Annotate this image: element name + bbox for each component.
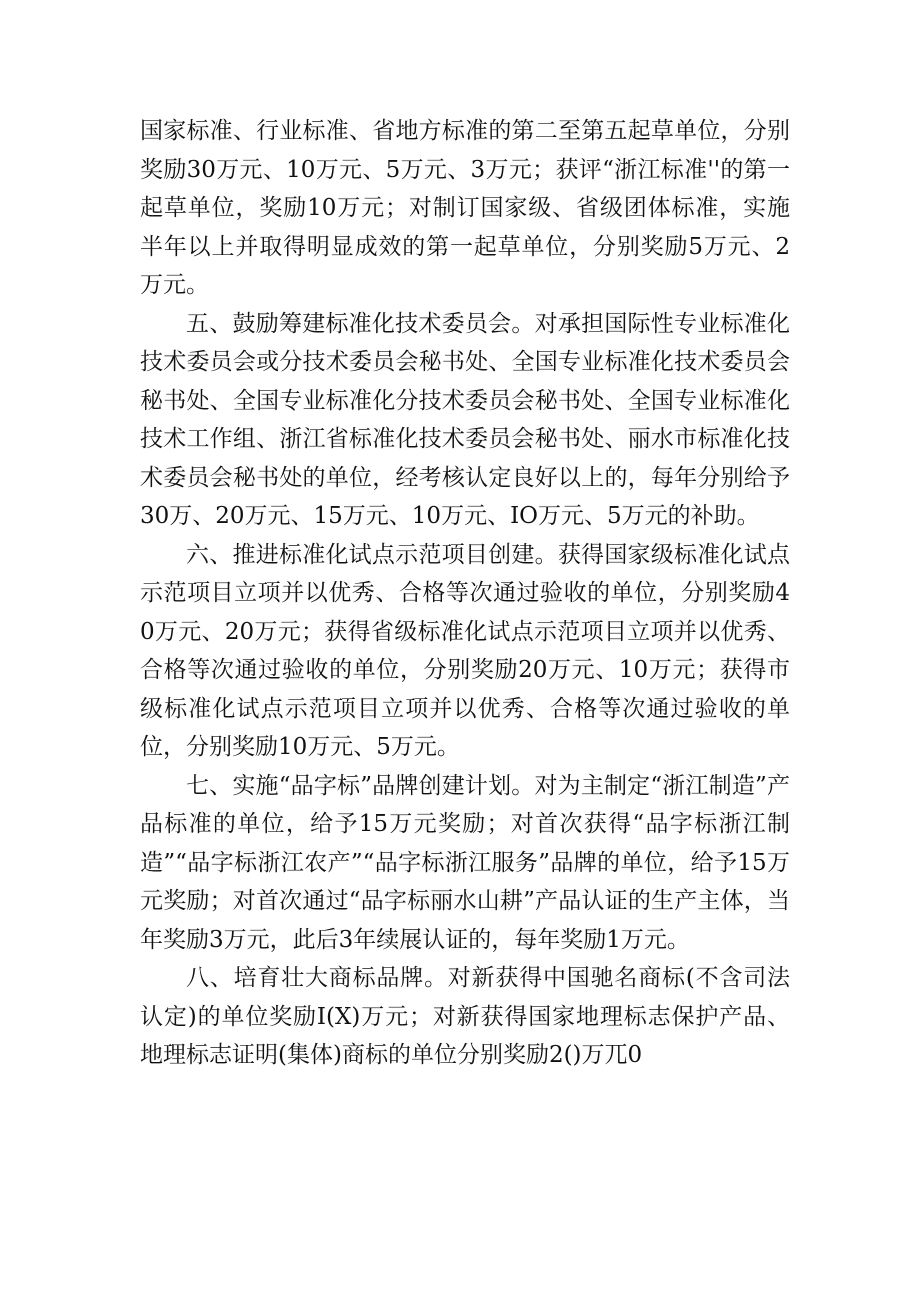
paragraph-item-five: 五、鼓励筹建标准化技术委员会。对承担国际性专业标准化技术委员会或分技术委员会秘书处、全国专业标准化技术委员会秘书处、全国专业标准化分技术委员会秘书处、全国专业标准化技术工作组、浙江省标准化技术委员会秘书处、丽水市标准化技术委员会秘书处的单位，经考核认定良好以上的，每年分别给予30万、20万元、15万元、10万元、IO万元、5万元的补助。 <box>140 310 790 529</box>
paragraph-continuation: 国家标准、行业标准、省地方标准的第二至第五起草单位，分别奖励30万元、10万元、5万元、3万元；获评“浙江标准''的第一起草单位，奖励10万元；对制订国家级、省级团体标准，实施半年以上并取得明显成效的第一起草单位，分别奖励5万元、2万元。 <box>140 118 790 298</box>
paragraph-item-eight: 八、培育壮大商标品牌。对新获得中国驰名商标(不含司法认定)的单位奖励I(X)万元；对新获得国家地理标志保护产品、地理标志证明(集体)商标的单位分别奖励2()万兀0 <box>140 965 790 1068</box>
paragraph-item-six: 六、推进标准化试点示范项目创建。获得国家级标准化试点示范项目立项并以优秀、合格等次通过验收的单位，分别奖励40万元、20万元；获得省级标准化试点示范项目立项并以优秀、合格等次通过验收的单位，分别奖励20万元、10万元；获得市级标准化试点示范项目立项并以优秀、合格等次通过验收的单位，分别奖励10万元、5万元。 <box>140 541 790 760</box>
paragraph-item-seven: 七、实施“品字标”品牌创建计划。对为主制定“浙江制造”产品标准的单位，给予15万元奖励；对首次获得“品字标浙江制造”“品字标浙江农产”“品字标浙江服务”品牌的单位，给予15万元奖励；对首次通过“品字标丽水山耕”产品认证的生产主体，当年奖励3万元，此后3年续展认证的，每年奖励1万元。 <box>140 772 790 953</box>
document-body <box>140 112 790 1075</box>
